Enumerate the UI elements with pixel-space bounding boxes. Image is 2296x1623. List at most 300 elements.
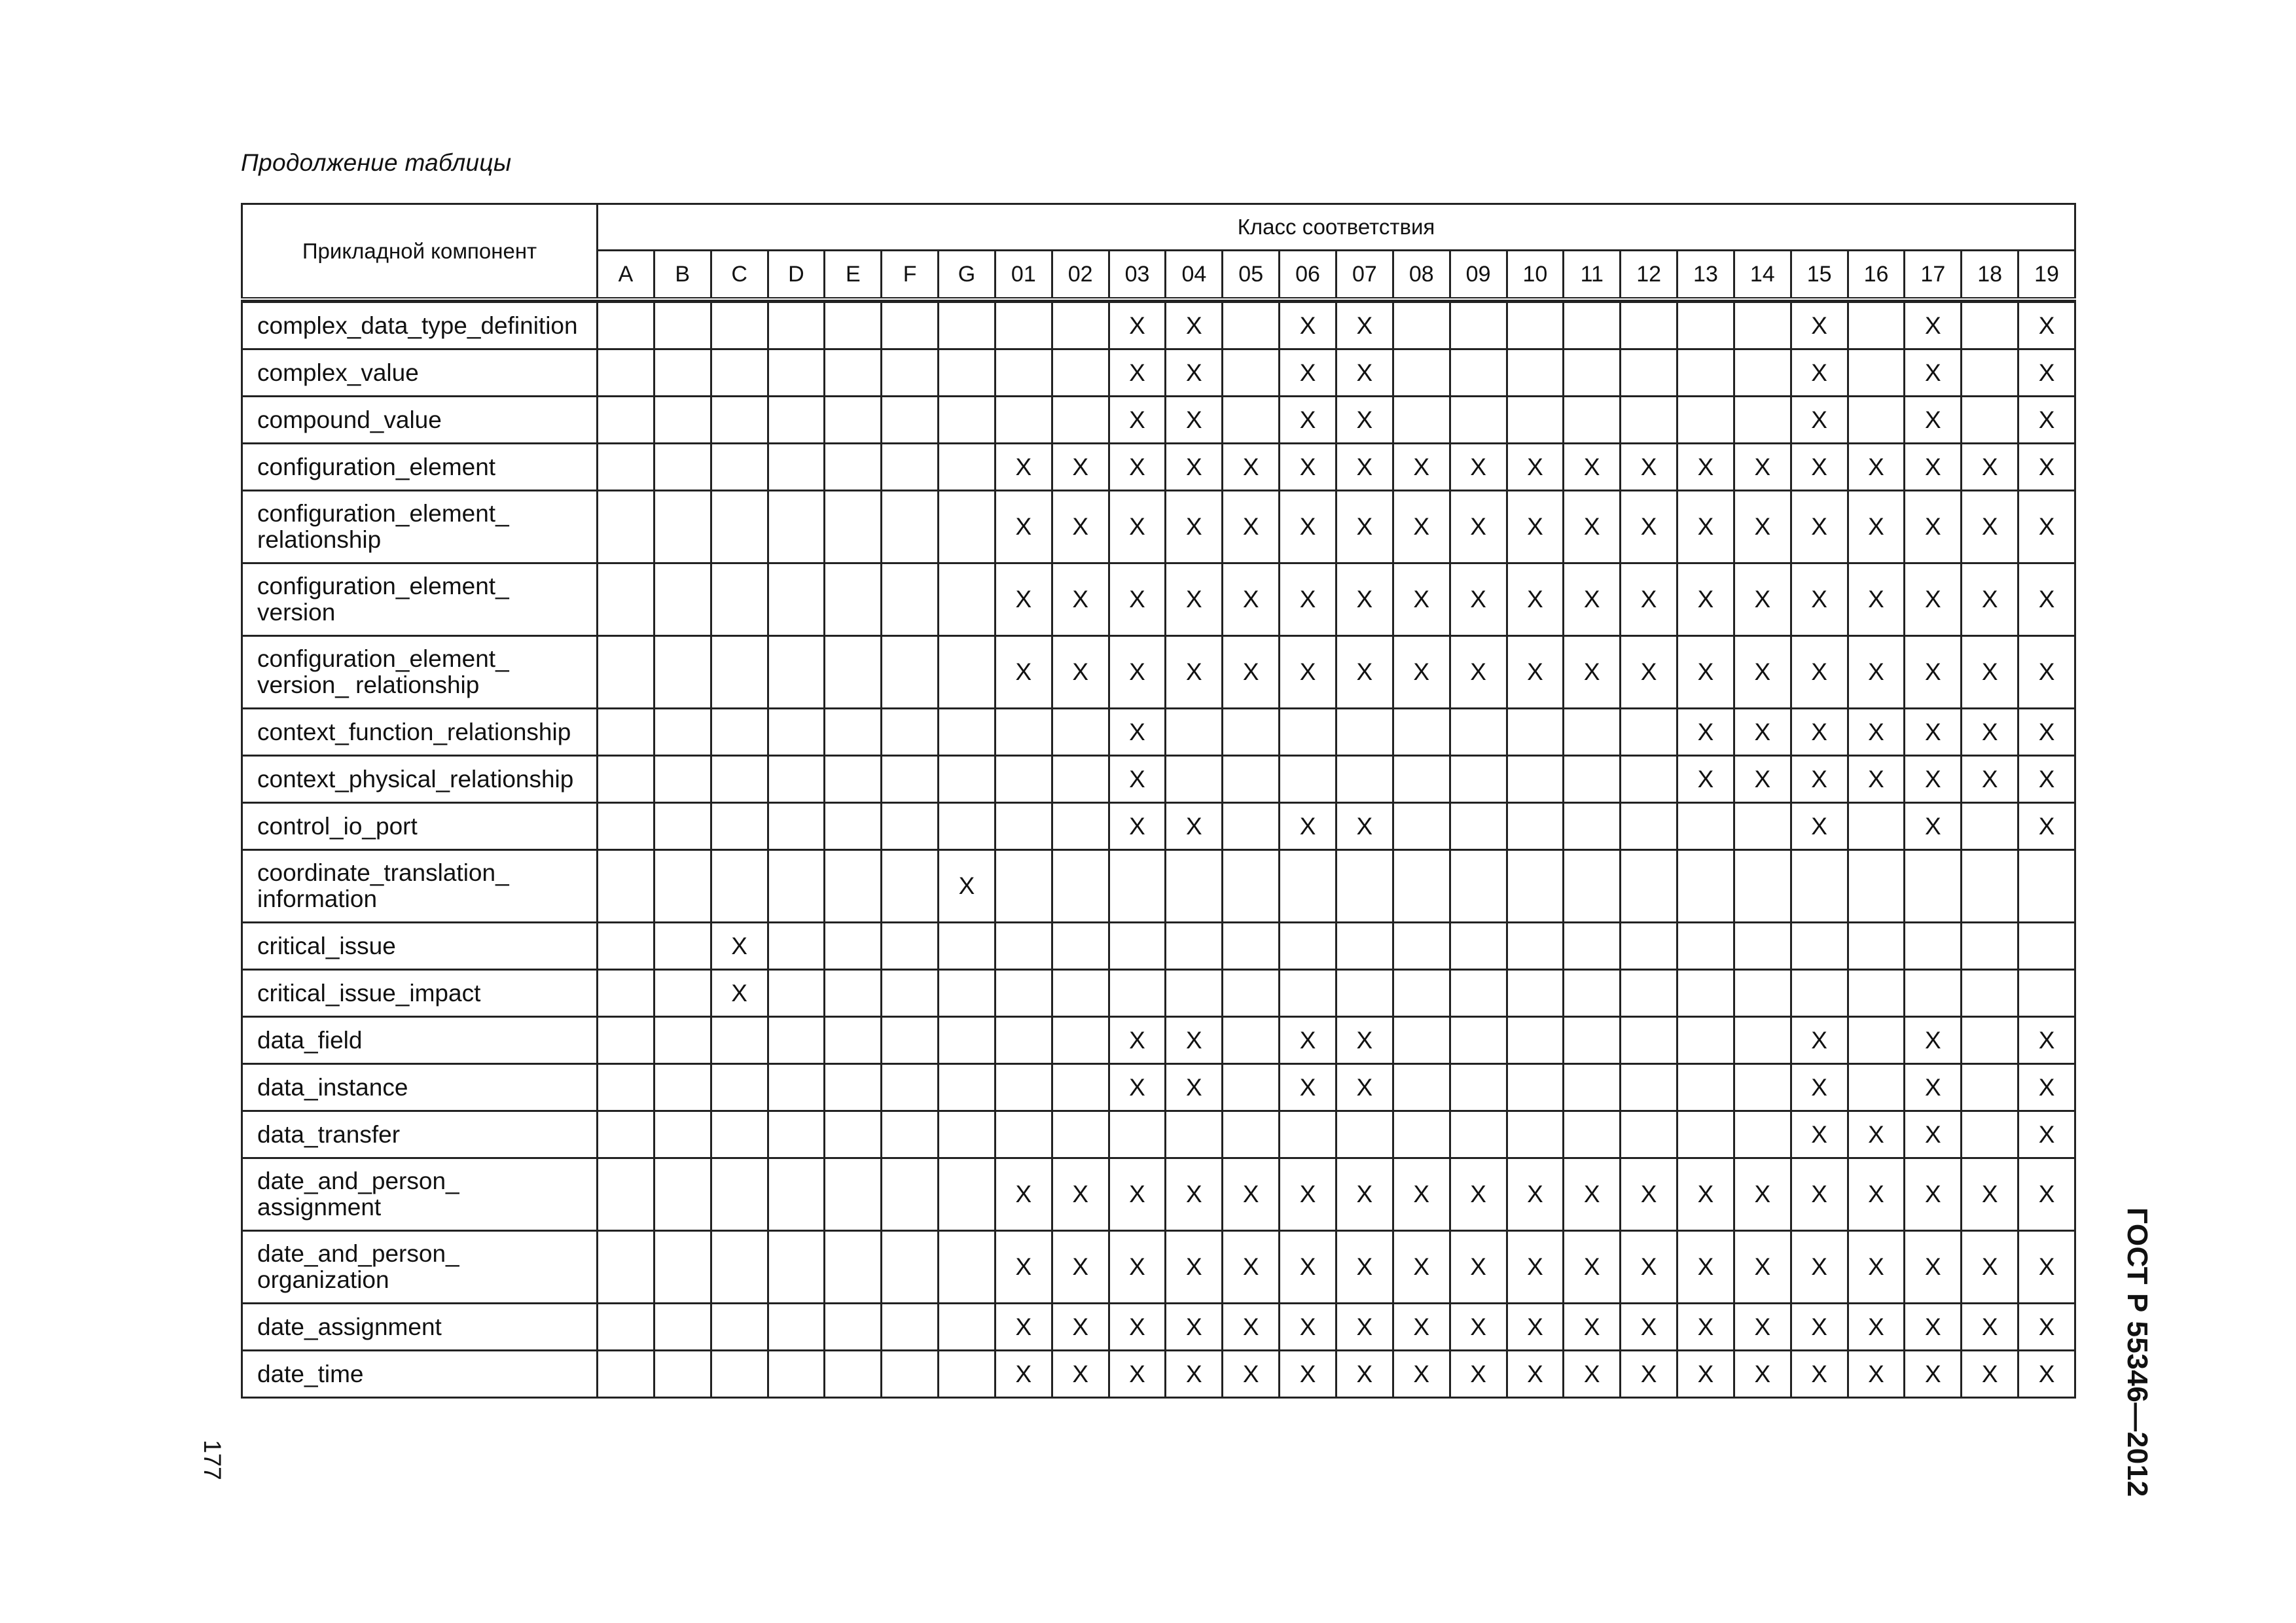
- conformance-mark: X: [1166, 1064, 1223, 1111]
- empty-cell: [598, 709, 655, 756]
- class-column-header: 13: [1677, 251, 1734, 300]
- conformance-mark: X: [1109, 709, 1166, 756]
- class-column-header: C: [711, 251, 768, 300]
- conformance-mark: X: [1734, 444, 1791, 491]
- empty-cell: [1109, 850, 1166, 923]
- conformance-mark: X: [995, 1158, 1052, 1231]
- class-column-header: B: [654, 251, 711, 300]
- conformance-mark: X: [1791, 563, 1848, 636]
- component-name: critical_issue_impact: [242, 970, 598, 1017]
- conformance-mark: X: [1109, 1017, 1166, 1064]
- empty-cell: [711, 444, 768, 491]
- component-name: coordinate_translation_ information: [242, 850, 598, 923]
- conformance-mark: X: [1166, 563, 1223, 636]
- empty-cell: [1336, 709, 1393, 756]
- conformance-mark: X: [1166, 1231, 1223, 1304]
- class-column-header: 09: [1450, 251, 1507, 300]
- empty-cell: [1052, 302, 1109, 349]
- conformance-mark: X: [1223, 563, 1280, 636]
- conformance-mark: X: [1848, 756, 1905, 803]
- empty-cell: [654, 491, 711, 563]
- conformance-mark: X: [1905, 756, 1962, 803]
- conformance-mark: X: [1905, 1017, 1962, 1064]
- empty-cell: [825, 1304, 882, 1351]
- conformance-mark: X: [2018, 1231, 2075, 1304]
- conformance-mark: X: [1280, 1351, 1336, 1398]
- empty-cell: [1393, 1017, 1450, 1064]
- table-row: [242, 970, 2075, 1017]
- conformance-mark: X: [1109, 444, 1166, 491]
- empty-cell: [825, 850, 882, 923]
- class-column-header: A: [598, 251, 655, 300]
- empty-cell: [1336, 850, 1393, 923]
- empty-cell: [1166, 709, 1223, 756]
- empty-cell: [995, 923, 1052, 970]
- conformance-mark: X: [1109, 397, 1166, 444]
- conformance-mark: X: [1677, 1158, 1734, 1231]
- empty-cell: [1450, 803, 1507, 850]
- conformance-mark: X: [2018, 1158, 2075, 1231]
- conformance-mark: X: [1734, 636, 1791, 709]
- empty-cell: [995, 1111, 1052, 1158]
- conformance-mark: X: [1166, 1304, 1223, 1351]
- conformance-mark: X: [1393, 491, 1450, 563]
- component-column-header: Прикладной компонент: [242, 204, 598, 300]
- empty-cell: [711, 349, 768, 397]
- empty-cell: [654, 1111, 711, 1158]
- table-row: [242, 756, 2075, 803]
- empty-cell: [598, 1064, 655, 1111]
- conformance-mark: X: [995, 1231, 1052, 1304]
- conformance-mark: X: [995, 444, 1052, 491]
- conformance-mark: X: [1109, 1304, 1166, 1351]
- empty-cell: [654, 756, 711, 803]
- empty-cell: [768, 850, 825, 923]
- empty-cell: [711, 636, 768, 709]
- conformance-mark: X: [1109, 491, 1166, 563]
- empty-cell: [654, 1064, 711, 1111]
- empty-cell: [1280, 756, 1336, 803]
- conformance-mark: X: [1791, 491, 1848, 563]
- conformance-mark: X: [1336, 349, 1393, 397]
- empty-cell: [598, 1304, 655, 1351]
- empty-cell: [882, 636, 939, 709]
- conformance-mark: X: [1677, 709, 1734, 756]
- empty-cell: [995, 756, 1052, 803]
- conformance-mark: X: [995, 1351, 1052, 1398]
- empty-cell: [1336, 970, 1393, 1017]
- empty-cell: [1848, 349, 1905, 397]
- conformance-mark: X: [1393, 563, 1450, 636]
- conformance-mark: X: [1677, 1231, 1734, 1304]
- empty-cell: [1677, 1017, 1734, 1064]
- conformance-mark: X: [1677, 563, 1734, 636]
- empty-cell: [825, 1017, 882, 1064]
- conformance-mark: X: [1280, 636, 1336, 709]
- class-column-header: 18: [1962, 251, 2018, 300]
- empty-cell: [598, 1231, 655, 1304]
- empty-cell: [939, 1158, 996, 1231]
- component-name: configuration_element: [242, 444, 598, 491]
- empty-cell: [1677, 1064, 1734, 1111]
- empty-cell: [1677, 850, 1734, 923]
- empty-cell: [1166, 970, 1223, 1017]
- empty-cell: [1962, 850, 2018, 923]
- empty-cell: [1677, 923, 1734, 970]
- table-row: [242, 491, 2075, 563]
- empty-cell: [1223, 1017, 1280, 1064]
- conformance-mark: X: [1507, 1304, 1564, 1351]
- empty-cell: [711, 1158, 768, 1231]
- empty-cell: [882, 1158, 939, 1231]
- empty-cell: [1621, 1064, 1677, 1111]
- empty-cell: [768, 1304, 825, 1351]
- conformance-mark: X: [1336, 1231, 1393, 1304]
- empty-cell: [825, 1231, 882, 1304]
- conformance-mark: X: [1336, 803, 1393, 850]
- conformance-mark: X: [1450, 1304, 1507, 1351]
- empty-cell: [939, 923, 996, 970]
- empty-cell: [1223, 803, 1280, 850]
- conformance-mark: X: [1166, 491, 1223, 563]
- empty-cell: [654, 397, 711, 444]
- conformance-mark: X: [1962, 709, 2018, 756]
- empty-cell: [1450, 349, 1507, 397]
- empty-cell: [1507, 302, 1564, 349]
- conformance-mark: X: [1734, 1231, 1791, 1304]
- class-column-header: 15: [1791, 251, 1848, 300]
- conformance-mark: X: [1393, 1158, 1450, 1231]
- empty-cell: [598, 444, 655, 491]
- conformance-mark: X: [1450, 491, 1507, 563]
- conformance-mark: X: [1109, 1351, 1166, 1398]
- conformance-mark: X: [1280, 1231, 1336, 1304]
- empty-cell: [1734, 803, 1791, 850]
- conformance-mark: X: [1507, 444, 1564, 491]
- empty-cell: [882, 1111, 939, 1158]
- empty-cell: [711, 756, 768, 803]
- conformance-mark: X: [1962, 636, 2018, 709]
- conformance-mark: X: [1109, 1158, 1166, 1231]
- conformance-mark: X: [2018, 803, 2075, 850]
- conformance-mark: X: [2018, 491, 2075, 563]
- component-name: compound_value: [242, 397, 598, 444]
- empty-cell: [654, 803, 711, 850]
- table-row: [242, 1351, 2075, 1398]
- empty-cell: [825, 636, 882, 709]
- conformance-mark: X: [1336, 636, 1393, 709]
- empty-cell: [1507, 349, 1564, 397]
- empty-cell: [882, 349, 939, 397]
- conformance-mark: X: [1450, 1158, 1507, 1231]
- empty-cell: [825, 923, 882, 970]
- empty-cell: [1734, 302, 1791, 349]
- table-row: [242, 636, 2075, 709]
- conformance-mark: X: [1109, 563, 1166, 636]
- empty-cell: [1621, 756, 1677, 803]
- component-name: configuration_element_ version_ relationship: [242, 636, 598, 709]
- conformance-mark: X: [1336, 444, 1393, 491]
- empty-cell: [1336, 1111, 1393, 1158]
- table-row: [242, 1304, 2075, 1351]
- empty-cell: [1962, 397, 2018, 444]
- component-name: data_field: [242, 1017, 598, 1064]
- empty-cell: [1962, 923, 2018, 970]
- empty-cell: [598, 397, 655, 444]
- conformance-mark: X: [2018, 302, 2075, 349]
- conformance-mark: X: [1564, 444, 1621, 491]
- conformance-mark: X: [1166, 1158, 1223, 1231]
- empty-cell: [654, 709, 711, 756]
- conformance-mark: X: [1962, 1158, 2018, 1231]
- component-name: context_physical_relationship: [242, 756, 598, 803]
- conformance-mark: X: [1052, 444, 1109, 491]
- empty-cell: [825, 302, 882, 349]
- table-row: [242, 349, 2075, 397]
- empty-cell: [1905, 970, 1962, 1017]
- conformance-mark: X: [1109, 302, 1166, 349]
- empty-cell: [1962, 1064, 2018, 1111]
- empty-cell: [1052, 803, 1109, 850]
- empty-cell: [768, 1231, 825, 1304]
- conformance-mark: X: [2018, 1017, 2075, 1064]
- empty-cell: [1280, 970, 1336, 1017]
- conformance-mark: X: [1564, 1351, 1621, 1398]
- class-column-header: 03: [1109, 251, 1166, 300]
- empty-cell: [1393, 349, 1450, 397]
- empty-cell: [1223, 756, 1280, 803]
- class-column-header: 08: [1393, 251, 1450, 300]
- empty-cell: [598, 1351, 655, 1398]
- empty-cell: [882, 491, 939, 563]
- class-column-header: 05: [1223, 251, 1280, 300]
- class-column-header: 02: [1052, 251, 1109, 300]
- conformance-mark: X: [1223, 444, 1280, 491]
- empty-cell: [1564, 923, 1621, 970]
- empty-cell: [1450, 302, 1507, 349]
- empty-cell: [825, 491, 882, 563]
- conformance-mark: X: [1507, 491, 1564, 563]
- table-row: [242, 850, 2075, 923]
- conformance-mark: X: [1564, 1304, 1621, 1351]
- table-row: [242, 1064, 2075, 1111]
- empty-cell: [1052, 970, 1109, 1017]
- empty-cell: [825, 1351, 882, 1398]
- conformance-mark: X: [1905, 302, 1962, 349]
- empty-cell: [1507, 1064, 1564, 1111]
- empty-cell: [882, 756, 939, 803]
- conformance-mark: X: [1848, 1351, 1905, 1398]
- table-row: [242, 709, 2075, 756]
- conformance-mark: X: [1507, 1351, 1564, 1398]
- component-name: complex_data_type_definition: [242, 302, 598, 349]
- class-column-header: 10: [1507, 251, 1564, 300]
- empty-cell: [654, 1231, 711, 1304]
- conformance-mark: X: [1336, 397, 1393, 444]
- empty-cell: [598, 563, 655, 636]
- conformance-mark: X: [1677, 491, 1734, 563]
- empty-cell: [1677, 397, 1734, 444]
- empty-cell: [1564, 1111, 1621, 1158]
- empty-cell: [598, 302, 655, 349]
- empty-cell: [768, 1064, 825, 1111]
- conformance-table: [241, 203, 2076, 1399]
- conformance-mark: X: [1450, 444, 1507, 491]
- conformance-mark: X: [1962, 444, 2018, 491]
- empty-cell: [1905, 923, 1962, 970]
- empty-cell: [1564, 1064, 1621, 1111]
- conformance-mark: X: [1052, 1351, 1109, 1398]
- conformance-mark: X: [2018, 1064, 2075, 1111]
- empty-cell: [882, 970, 939, 1017]
- conformance-mark: X: [1336, 1158, 1393, 1231]
- conformance-mark: X: [1962, 1351, 2018, 1398]
- conformance-mark: X: [1223, 491, 1280, 563]
- table-row: [242, 803, 2075, 850]
- conformance-mark: X: [1848, 1231, 1905, 1304]
- empty-cell: [825, 970, 882, 1017]
- class-column-header: 14: [1734, 251, 1791, 300]
- empty-cell: [882, 803, 939, 850]
- empty-cell: [1564, 803, 1621, 850]
- empty-cell: [1564, 709, 1621, 756]
- conformance-mark: X: [1677, 1351, 1734, 1398]
- conformance-mark: X: [1848, 636, 1905, 709]
- empty-cell: [995, 349, 1052, 397]
- empty-cell: [1507, 709, 1564, 756]
- empty-cell: [1848, 803, 1905, 850]
- empty-cell: [768, 397, 825, 444]
- empty-cell: [1734, 397, 1791, 444]
- empty-cell: [1791, 850, 1848, 923]
- conformance-mark: X: [1791, 756, 1848, 803]
- empty-cell: [1336, 923, 1393, 970]
- table-row: [242, 923, 2075, 970]
- empty-cell: [939, 1231, 996, 1304]
- empty-cell: [1962, 1017, 2018, 1064]
- empty-cell: [1677, 349, 1734, 397]
- conformance-mark: X: [1962, 1231, 2018, 1304]
- conformance-mark: X: [1905, 563, 1962, 636]
- conformance-mark: X: [1734, 491, 1791, 563]
- empty-cell: [1507, 1017, 1564, 1064]
- conformance-mark: X: [1109, 349, 1166, 397]
- conformance-mark: X: [1621, 1351, 1677, 1398]
- empty-cell: [1052, 756, 1109, 803]
- empty-cell: [654, 563, 711, 636]
- empty-cell: [598, 636, 655, 709]
- component-name: configuration_element_ version: [242, 563, 598, 636]
- class-column-header: G: [939, 251, 996, 300]
- conformance-mark: X: [1166, 397, 1223, 444]
- conformance-mark: X: [1336, 1064, 1393, 1111]
- table-row: [242, 444, 2075, 491]
- empty-cell: [939, 636, 996, 709]
- empty-cell: [598, 923, 655, 970]
- conformance-mark: X: [1621, 636, 1677, 709]
- conformance-mark: X: [1052, 1231, 1109, 1304]
- conformance-mark: X: [1564, 491, 1621, 563]
- conformance-mark: X: [1734, 709, 1791, 756]
- conformance-mark: X: [995, 563, 1052, 636]
- empty-cell: [1052, 850, 1109, 923]
- conformance-mark: X: [1450, 1231, 1507, 1304]
- conformance-mark: X: [1791, 636, 1848, 709]
- empty-cell: [1677, 302, 1734, 349]
- empty-cell: [995, 709, 1052, 756]
- conformance-mark: X: [1677, 444, 1734, 491]
- empty-cell: [825, 1111, 882, 1158]
- conformance-mark: X: [1507, 563, 1564, 636]
- conformance-mark: X: [1962, 491, 2018, 563]
- class-column-header: F: [882, 251, 939, 300]
- component-name: complex_value: [242, 349, 598, 397]
- empty-cell: [1280, 709, 1336, 756]
- empty-cell: [1450, 1111, 1507, 1158]
- empty-cell: [1223, 923, 1280, 970]
- empty-cell: [768, 302, 825, 349]
- empty-cell: [1621, 397, 1677, 444]
- empty-cell: [939, 1017, 996, 1064]
- empty-cell: [1223, 349, 1280, 397]
- conformance-mark: X: [1791, 1231, 1848, 1304]
- component-name: date_assignment: [242, 1304, 598, 1351]
- conformance-mark: X: [1450, 636, 1507, 709]
- empty-cell: [1450, 397, 1507, 444]
- empty-cell: [825, 444, 882, 491]
- empty-cell: [1223, 709, 1280, 756]
- empty-cell: [1507, 756, 1564, 803]
- conformance-mark: X: [1223, 1304, 1280, 1351]
- conformance-mark: X: [995, 491, 1052, 563]
- conformance-mark: X: [1507, 1231, 1564, 1304]
- conformance-mark: X: [939, 850, 996, 923]
- empty-cell: [711, 397, 768, 444]
- empty-cell: [825, 1158, 882, 1231]
- empty-cell: [882, 1231, 939, 1304]
- page-number: 177: [199, 1440, 226, 1480]
- empty-cell: [882, 923, 939, 970]
- conformance-mark: X: [1848, 1304, 1905, 1351]
- empty-cell: [654, 302, 711, 349]
- empty-cell: [1393, 709, 1450, 756]
- conformance-mark: X: [1791, 1351, 1848, 1398]
- empty-cell: [1621, 970, 1677, 1017]
- table-row: [242, 397, 2075, 444]
- conformance-mark: X: [1280, 444, 1336, 491]
- conformance-mark: X: [1791, 1017, 1848, 1064]
- empty-cell: [1848, 1064, 1905, 1111]
- empty-cell: [1507, 923, 1564, 970]
- conformance-mark: X: [1734, 563, 1791, 636]
- empty-cell: [1393, 1064, 1450, 1111]
- empty-cell: [882, 850, 939, 923]
- conformance-mark: X: [1280, 397, 1336, 444]
- component-name: data_transfer: [242, 1111, 598, 1158]
- empty-cell: [939, 349, 996, 397]
- empty-cell: [711, 563, 768, 636]
- conformance-mark: X: [1166, 1017, 1223, 1064]
- conformance-mark: X: [1280, 563, 1336, 636]
- empty-cell: [882, 1304, 939, 1351]
- conformance-mark: X: [1564, 636, 1621, 709]
- conformance-mark: X: [1507, 636, 1564, 709]
- conformance-mark: X: [1564, 1158, 1621, 1231]
- empty-cell: [995, 850, 1052, 923]
- conformance-mark: X: [1791, 1064, 1848, 1111]
- conformance-mark: X: [995, 636, 1052, 709]
- empty-cell: [1507, 970, 1564, 1017]
